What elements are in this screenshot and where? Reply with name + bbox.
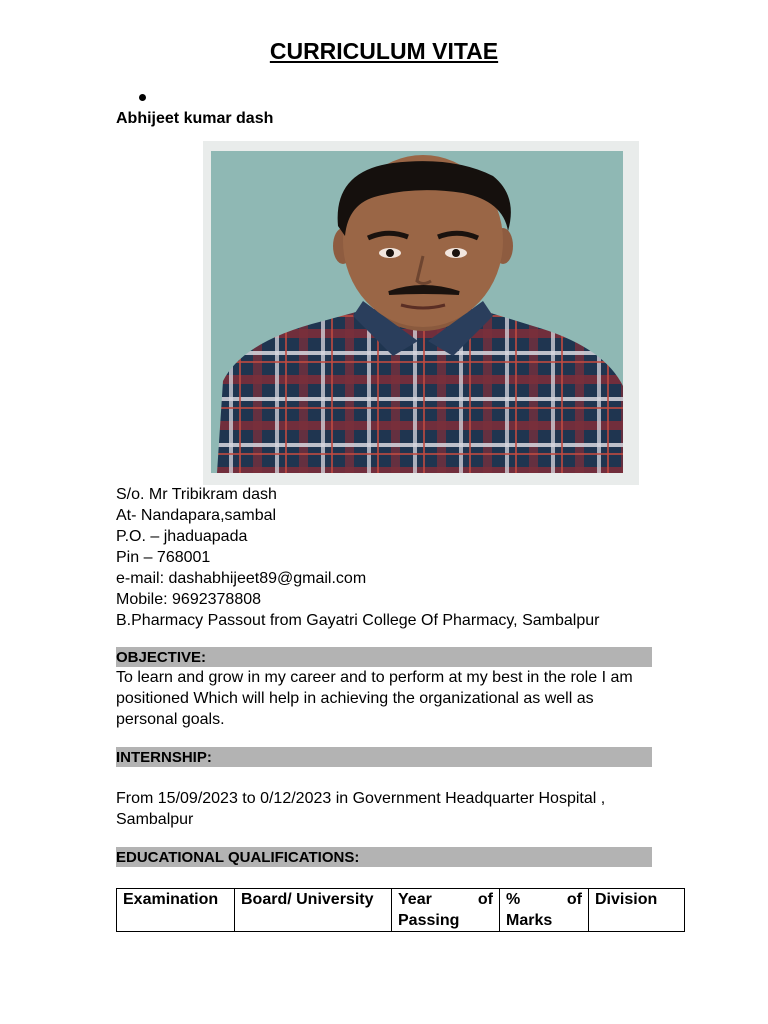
objective-heading: OBJECTIVE:: [116, 647, 652, 667]
address-line: At- Nandapara,sambal: [116, 507, 277, 524]
candidate-name: Abhijeet kumar dash: [116, 110, 274, 127]
col-examination: Examination: [117, 889, 235, 932]
col-division: Division: [589, 889, 685, 932]
mobile-line: Mobile: 9692378808: [116, 591, 262, 608]
col-marks-of-word: of: [566, 891, 582, 908]
post-office: P.O. – jhaduapada: [116, 528, 248, 545]
col-board: Board/ University: [235, 889, 392, 932]
col-year-of-passing: [392, 889, 500, 932]
col-year-of-word: of: [477, 891, 493, 908]
col-percent-marks: [500, 889, 589, 932]
degree-line: B.Pharmacy Passout from Gayatri College Of Pharmacy, Sambalpur: [116, 612, 600, 629]
education-heading: EDUCATIONAL QUALIFICATIONS:: [116, 847, 652, 867]
profile-photo: [203, 141, 639, 485]
col-passing-word: Passing: [398, 912, 460, 929]
pin-code: Pin – 768001: [116, 549, 211, 566]
col-year-word: Year: [398, 891, 432, 908]
table-header-row: [117, 889, 685, 932]
internship-heading: INTERNSHIP:: [116, 747, 652, 767]
education-table: [116, 888, 685, 932]
col-marks-word: Marks: [506, 912, 553, 929]
objective-text: To learn and grow in my career and to perform at my best in the role I am positioned Which will help in achieving the organizational as well as personal goals.: [116, 669, 633, 728]
col-percent-sign: %: [506, 891, 521, 908]
portrait-illustration: [203, 141, 639, 485]
document-title: CURRICULUM VITAE: [269, 38, 499, 64]
contact-details: [116, 484, 599, 631]
bullet-point: [139, 94, 146, 101]
email-line: e-mail: dashabhijeet89@gmail.com: [116, 570, 367, 587]
internship-text: From 15/09/2023 to 0/12/2023 in Government Headquarter Hospital , Sambalpur: [116, 790, 606, 828]
father-name: S/o. Mr Tribikram dash: [116, 486, 277, 503]
